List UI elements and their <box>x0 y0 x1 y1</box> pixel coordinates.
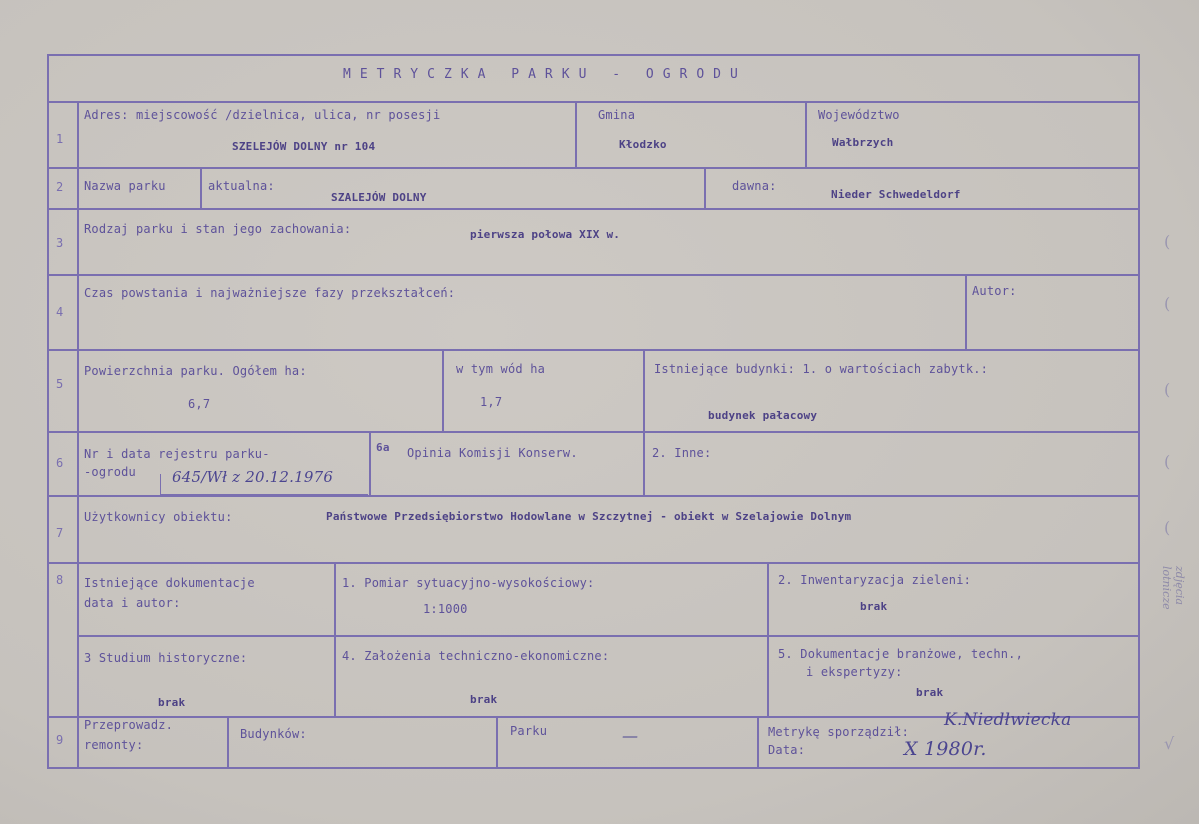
prepared-by-label: Metrykę sporządził: <box>768 725 910 739</box>
row-number-8: 8 <box>56 573 64 587</box>
register-label-line1: Nr i data rejestru parku- <box>84 447 270 461</box>
park-name-label: Nazwa parku <box>84 179 166 193</box>
other-buildings-label: 2. Inne: <box>652 446 712 460</box>
r9-div-c <box>757 716 759 767</box>
register-value: 645/Wł z 20.12.1976 <box>172 468 334 486</box>
rule-5 <box>47 431 1140 433</box>
area-label: Powierzchnia parku. Ogółem ha: <box>84 364 307 378</box>
margin-tick-3: ( <box>1164 380 1171 399</box>
inventory-label: 2. Inwentaryzacja zieleni: <box>778 573 972 587</box>
repairs-label-line1: Przeprowadz. <box>84 718 174 732</box>
r9-div-a <box>227 716 229 767</box>
gmina-value: Kłodzko <box>619 138 667 151</box>
r1-div-b <box>805 101 807 167</box>
frame-left <box>47 54 49 769</box>
row-number-1: 1 <box>56 132 64 146</box>
number-column-rule <box>77 101 79 767</box>
r9-div-b <box>496 716 498 767</box>
frame-right <box>1138 54 1140 769</box>
rule-7 <box>47 562 1140 564</box>
tech-econ-label: 4. Założenia techniczno-ekonomiczne: <box>342 649 610 663</box>
area-value: 6,7 <box>188 397 211 411</box>
tech-econ-value: brak <box>470 693 498 706</box>
water-label: w tym wód ha <box>456 362 546 376</box>
r8-div-a <box>334 562 336 716</box>
rule-2 <box>47 208 1140 210</box>
branch-docs-label-line2: i ekspertyzy: <box>806 665 903 679</box>
margin-tick-1: ( <box>1164 232 1171 251</box>
rule-1 <box>47 167 1140 169</box>
repairs-park-value: — <box>622 726 639 745</box>
date-value: X 1980r. <box>904 738 987 760</box>
current-name-value: SZALEJÓW DOLNY <box>331 191 427 204</box>
branch-docs-value: brak <box>916 686 944 699</box>
gmina-label: Gmina <box>598 108 636 122</box>
row-number-5: 5 <box>56 377 64 391</box>
row-number-7: 7 <box>56 526 64 540</box>
opinion-prefix: 6a <box>376 441 390 454</box>
historical-study-value: brak <box>158 696 186 709</box>
r2-div-b <box>704 167 706 208</box>
history-phases-label: Czas powstania i najważniejsze fazy przekształceń: <box>84 286 456 300</box>
survey-label: 1. Pomiar sytuacyjno-wysokościowy: <box>342 576 595 590</box>
r8-div-b <box>767 562 769 716</box>
row-number-9: 9 <box>56 733 64 747</box>
wojewodztwo-value: Wałbrzych <box>832 136 894 149</box>
survey-value: 1:1000 <box>423 602 468 616</box>
date-label: Data: <box>768 743 806 757</box>
address-label: Adres: miejscowość /dzielnica, ulica, nr posesji <box>84 108 441 122</box>
repairs-label-line2: remonty: <box>84 738 144 752</box>
row-number-2: 2 <box>56 180 64 194</box>
docs-label-line1: Istniejące dokumentacje <box>84 576 255 590</box>
form-title: METRYCZKA PARKU - OGRODU <box>343 67 747 82</box>
margin-tick-4: ( <box>1164 452 1171 471</box>
r1-div-a <box>575 101 577 167</box>
rule-3 <box>47 274 1140 276</box>
margin-tick-2: ( <box>1164 294 1171 313</box>
opinion-label: Opinia Komisji Konserw. <box>407 446 578 460</box>
users-label: Użytkownicy obiektu: <box>84 510 233 524</box>
rule-8a <box>77 635 1140 637</box>
docs-label-line2: data i autor: <box>84 596 181 610</box>
park-type-value: pierwsza połowa XIX w. <box>470 228 621 241</box>
margin-tick-5: ( <box>1164 518 1171 537</box>
branch-docs-label-line1: 5. Dokumentacje branżowe, techn., <box>778 647 1024 661</box>
historical-study-label: 3 Studium historyczne: <box>84 651 248 665</box>
r5-div-b <box>643 349 645 495</box>
rule-6 <box>47 495 1140 497</box>
r4-div <box>965 274 967 349</box>
buildings-label: Istniejące budynki: 1. o wartościach zabytk.: <box>654 362 989 376</box>
prepared-by-value: K.Niedłwiecka <box>944 710 1072 730</box>
former-name-value: Nieder Schwedeldorf <box>831 188 961 201</box>
frame-top <box>47 54 1140 56</box>
repairs-park-label: Parku <box>510 724 548 738</box>
register-underline <box>160 494 368 495</box>
register-box-side <box>160 474 161 494</box>
row-number-6: 6 <box>56 456 64 470</box>
former-name-label: dawna: <box>732 179 777 193</box>
repairs-buildings-label: Budynków: <box>240 727 307 741</box>
frame-bottom <box>47 767 1140 769</box>
r6-div-a <box>369 431 371 495</box>
buildings-value: budynek pałacowy <box>708 409 818 422</box>
rule-title <box>47 101 1140 103</box>
r2-div-a <box>200 167 202 208</box>
park-type-label: Rodzaj parku i stan jego zachowania: <box>84 222 352 236</box>
margin-tick-6: √ <box>1164 734 1175 753</box>
row-number-3: 3 <box>56 236 64 250</box>
address-value: SZELEJÓW DOLNY nr 104 <box>232 140 376 153</box>
users-value: Państwowe Przedsiębiorstwo Hodowlane w Szczytnej - obiekt w Szelajowie Dolnym <box>326 510 852 523</box>
water-value: 1,7 <box>480 395 503 409</box>
current-name-label: aktualna: <box>208 179 275 193</box>
inventory-value: brak <box>860 600 888 613</box>
author-label: Autor: <box>972 284 1017 298</box>
r5-div-a <box>442 349 444 431</box>
margin-note: zdjęcia lotnicze <box>1160 566 1186 610</box>
register-label-line2: -ogrodu <box>84 465 136 479</box>
row-number-4: 4 <box>56 305 64 319</box>
wojewodztwo-label: Województwo <box>818 108 900 122</box>
rule-4 <box>47 349 1140 351</box>
